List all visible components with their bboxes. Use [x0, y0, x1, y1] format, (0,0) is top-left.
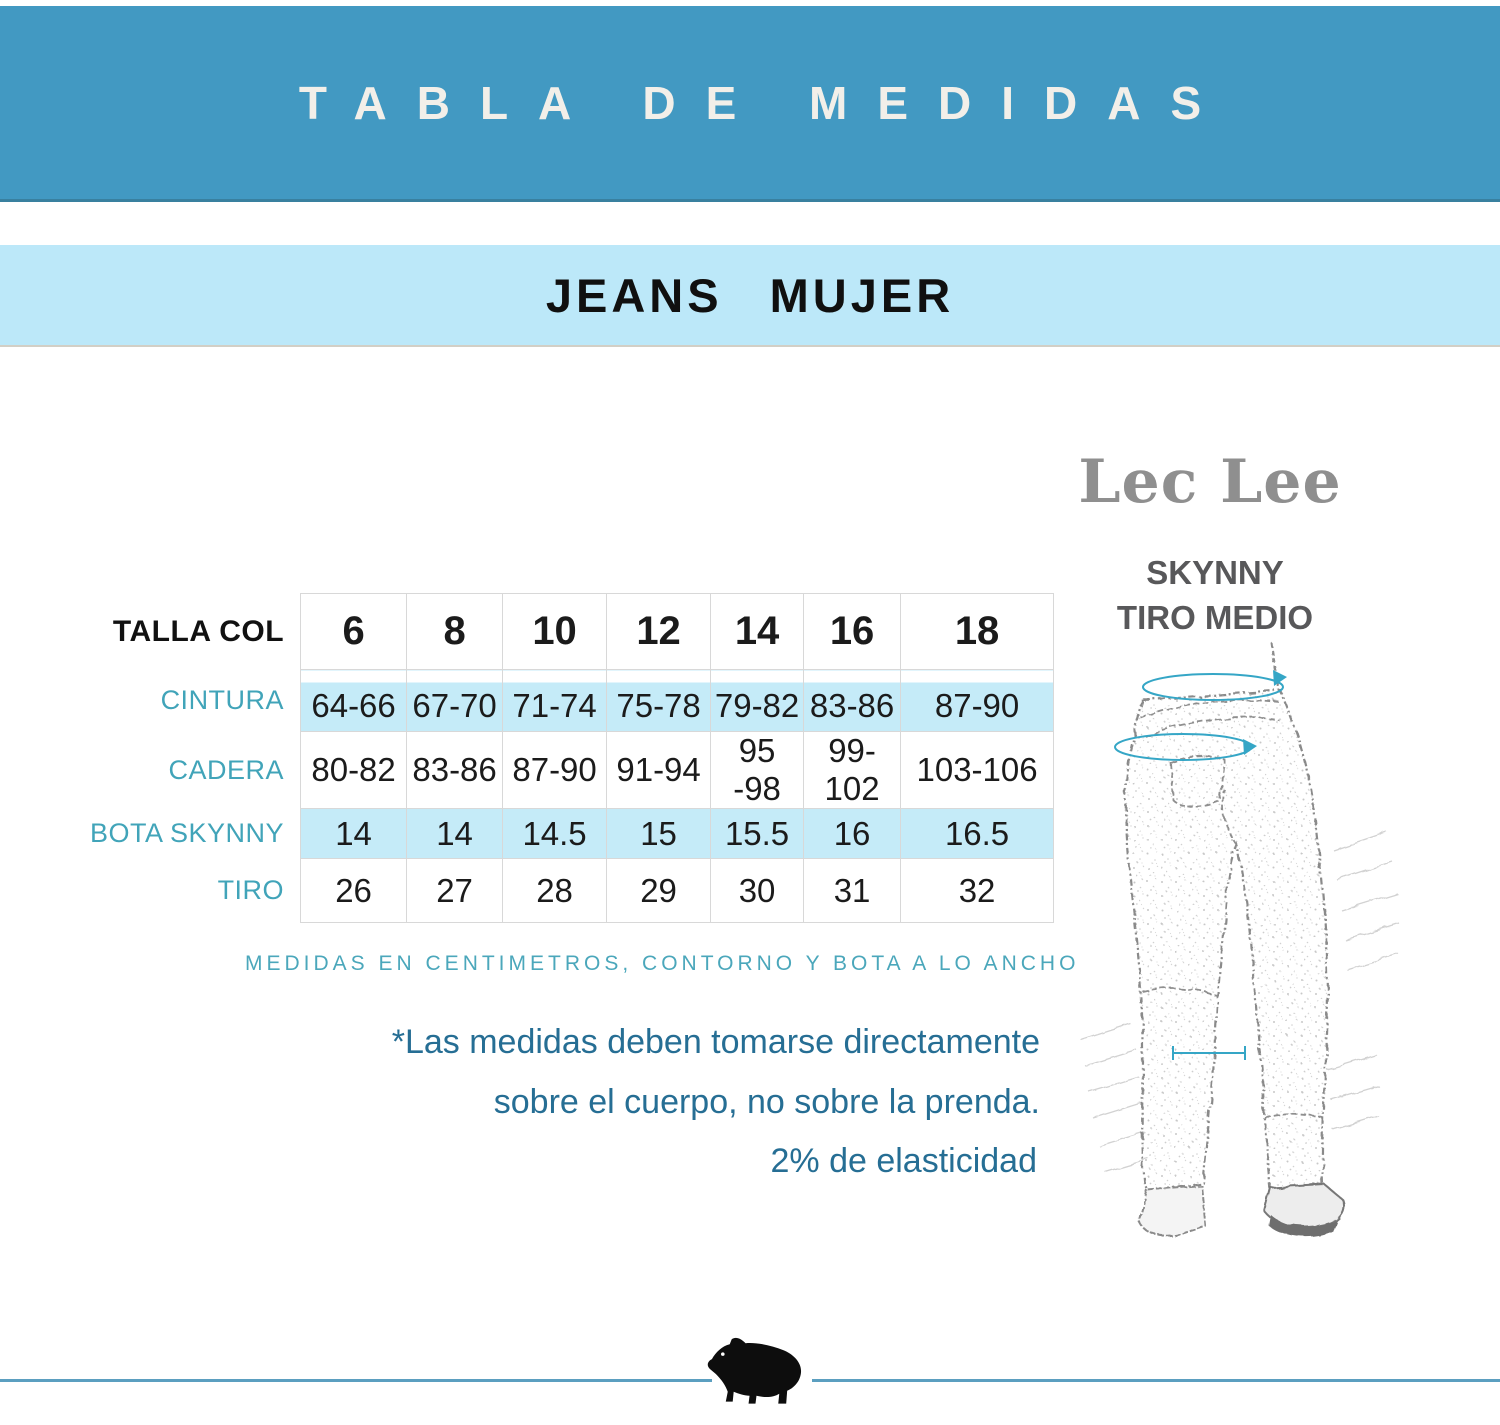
table-cell: 16.5	[901, 809, 1054, 859]
table-header-row	[90, 594, 1054, 670]
row-label-cintura: CINTURA	[90, 670, 301, 732]
size-header: 8	[407, 594, 503, 670]
fit-style: SKYNNY	[1146, 554, 1284, 591]
jeans-outline	[1125, 690, 1328, 1192]
row-label-cadera: CADERA	[90, 732, 301, 809]
size-header: 10	[503, 594, 607, 670]
table-cell: 28	[503, 859, 607, 923]
title-banner	[0, 6, 1500, 202]
subtitle-banner	[0, 245, 1500, 347]
table-cell: 99-102	[804, 732, 901, 809]
table-cell: 27	[407, 859, 503, 923]
table-cell: 30	[711, 859, 804, 923]
page-subtitle: JEANS MUJER	[545, 268, 955, 322]
table-cell: 103-106	[901, 732, 1054, 809]
table-cell: 83-86	[804, 670, 901, 732]
table-corner-label: TALLA COL	[90, 594, 301, 670]
table-cell: 14.5	[503, 809, 607, 859]
table-cell: 80-82	[301, 732, 407, 809]
fit-rise: TIRO MEDIO	[1116, 599, 1314, 636]
table-cell: 15.5	[711, 809, 804, 859]
table-row	[90, 732, 1054, 809]
measurement-instructions-line2: sobre el cuerpo, no sobre la prenda.	[493, 1083, 1040, 1121]
table-cell: 14	[407, 809, 503, 859]
capybara-icon	[702, 1333, 806, 1405]
table-cell: 75-78	[607, 670, 711, 732]
measurements-table	[90, 593, 1054, 923]
brand-logo: Lec Lee	[1078, 447, 1342, 517]
measurement-instructions	[340, 1012, 1040, 1132]
size-header: 14	[711, 594, 804, 670]
table-cell: 14	[301, 809, 407, 859]
table-cell: 15	[607, 809, 711, 859]
size-header: 12	[607, 594, 711, 670]
table-cell: 67-70	[407, 670, 503, 732]
row-label-tiro: TIRO	[90, 859, 301, 923]
table-cell: 26	[301, 859, 407, 923]
footer-rule-right	[812, 1379, 1500, 1382]
page-title: TABLA DE MEDIDAS	[298, 76, 1232, 129]
size-header: 18	[901, 594, 1054, 670]
fit-label	[1060, 550, 1370, 640]
table-cell: 16	[804, 809, 901, 859]
table-cell: 87-90	[901, 670, 1054, 732]
table-cell: 32	[901, 859, 1054, 923]
table-cell: 79-82	[711, 670, 804, 732]
table-row	[90, 670, 1054, 732]
table-cell: 95 -98	[711, 732, 804, 809]
jeans-sketch	[1075, 640, 1495, 1260]
table-row	[90, 859, 1054, 923]
units-note: MEDIDAS EN CENTIMETROS, CONTORNO Y BOTA A LO ANCHO	[245, 952, 1080, 975]
elasticity-note: 2% de elasticidad	[770, 1142, 1037, 1180]
table-cell: 87-90	[503, 732, 607, 809]
row-label-bota-skynny: BOTA SKYNNY	[90, 809, 301, 859]
table-row	[90, 809, 1054, 859]
hatch-shading	[1081, 832, 1399, 1172]
table-cell: 29	[607, 859, 711, 923]
size-header: 6	[301, 594, 407, 670]
pencil-sketch-group	[1081, 642, 1399, 1237]
table-cell: 31	[804, 859, 901, 923]
table-cell: 64-66	[301, 670, 407, 732]
table-cell: 91-94	[607, 732, 711, 809]
size-header: 16	[804, 594, 901, 670]
footer-rule-left	[0, 1379, 712, 1382]
table-cell: 83-86	[407, 732, 503, 809]
measurement-instructions-line1: *Las medidas deben tomarse directamente	[391, 1023, 1040, 1061]
table-cell: 71-74	[503, 670, 607, 732]
